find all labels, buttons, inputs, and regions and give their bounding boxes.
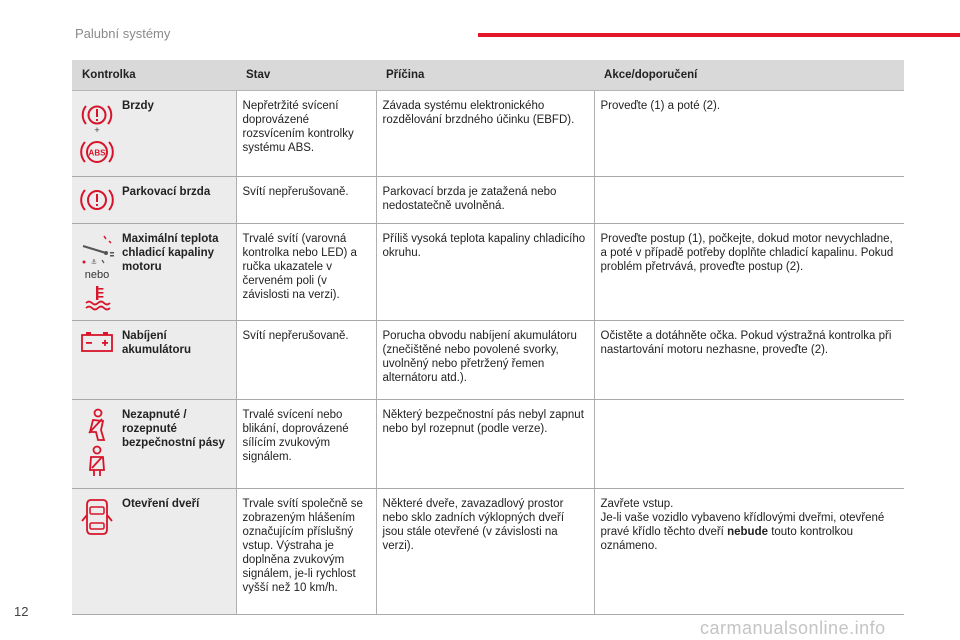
warning-lights-table [72,60,904,615]
table-row [72,224,904,321]
svg-text:ABS: ABS [88,148,106,158]
parking-brake-icon [79,185,115,215]
seatbelt-icon [82,408,112,442]
icon-cell [72,489,122,615]
coolant-temperature-icon [82,284,112,312]
row-action [594,400,904,489]
row-state: Svítí nepřerušovaně. [236,177,376,224]
header-accent-bar [478,33,960,37]
rear-seatbelt-icon [82,444,112,478]
row-action: Proveďte (1) a poté (2). [594,91,904,177]
icon-cell [72,400,122,489]
table-row [72,400,904,489]
icon-cell [72,91,122,177]
watermark: carmanualsonline.info [700,618,886,638]
icon-cell [72,224,122,321]
row-cause: Porucha obvodu nabíjení akumulátoru (znečištěné nebo povolené svorky, uvolněný nebo přetržený řemen alternátoru atd.). [376,321,594,400]
row-name: Parkovací brzda [122,177,236,224]
row-name: Brzdy [122,91,236,177]
table-row [72,321,904,400]
row-cause: Parkovací brzda je zatažená nebo nedostatečně uvolněná. [376,177,594,224]
action-line-2: Je-li vaše vozidlo vybaveno křídlovými dveřmi, otevřené pravé křídlo těchto dveří [600,512,885,538]
brake-warning-icon [79,99,115,135]
table-header-row [72,60,904,91]
icon-cell [72,321,122,400]
row-cause: Některé dveře, zavazadlový prostor nebo sklo zadních výklopných dveří jsou stále otevřené (v závislosti na verzi). [376,489,594,615]
page-number: 12 [14,604,29,619]
row-state: Trvale svítí společně se zobrazeným hlášením označujícím příslušný vstup. Výstraha je doplněna zvukovým signálem, je-li rychlost vyšší než 10 km/h. [236,489,376,615]
row-name: Otevření dveří [122,489,236,615]
abs-icon [79,137,115,167]
icon-cell [72,177,122,224]
row-action: Očistěte a dotáhněte očka. Pokud výstražná kontrolka při nastartování motoru nezhasne, proveďte (2). [594,321,904,400]
action-line-1: Zavřete vstup. [600,498,674,510]
row-cause: Některý bezpečnostní pás nebyl zapnut nebo byl rozepnut (podle verze). [376,400,594,489]
col-header-pricina: Příčina [376,60,594,91]
page-section-title: Palubní systémy [75,26,171,41]
row-action [594,177,904,224]
row-state: Trvalé svícení nebo blikání, doprovázené sílícím zvukovým signálem. [236,400,376,489]
row-action [594,489,904,615]
table-row [72,489,904,615]
or-label: nebo [84,269,110,281]
row-cause: Závada systému elektronického rozdělování brzdného účinku (EBFD). [376,91,594,177]
battery-icon [79,329,115,353]
temperature-gauge-icon [78,232,116,266]
row-name: Nabíjení akumulátoru [122,321,236,400]
row-name: Nezapnuté / rozepnuté bezpečnostní pásy [122,400,236,489]
row-state: Trvalé svítí (varovná kontrolka nebo LED) a ručka ukazatele v červeném poli (v závislosti na verzi). [236,224,376,321]
row-cause: Příliš vysoká teplota kapaliny chladicího okruhu. [376,224,594,321]
col-header-kontrolka: Kontrolka [72,60,236,91]
col-header-akce: Akce/doporučení [594,60,904,91]
row-action: Proveďte postup (1), počkejte, dokud motor nevychladne, a poté v případě potřeby doplňte chladicí kapalinu. Pokud problém přetrvává, proveďte postup (2). [594,224,904,321]
row-state: Svítí nepřerušovaně. [236,321,376,400]
svg-text:+: + [94,125,100,135]
table-row [72,91,904,177]
table-row [72,177,904,224]
col-header-stav: Stav [236,60,376,91]
door-open-icon [81,497,113,537]
row-name: Maximální teplota chladicí kapaliny motoru [122,224,236,321]
row-state: Nepřetržité svícení doprovázené rozsvícením kontrolky systému ABS. [236,91,376,177]
action-emphasis: nebude [727,526,768,538]
svg-text:⚓: ⚓ [90,258,98,266]
action-line-2-end: touto kontrolkou oznámeno. [600,526,854,552]
